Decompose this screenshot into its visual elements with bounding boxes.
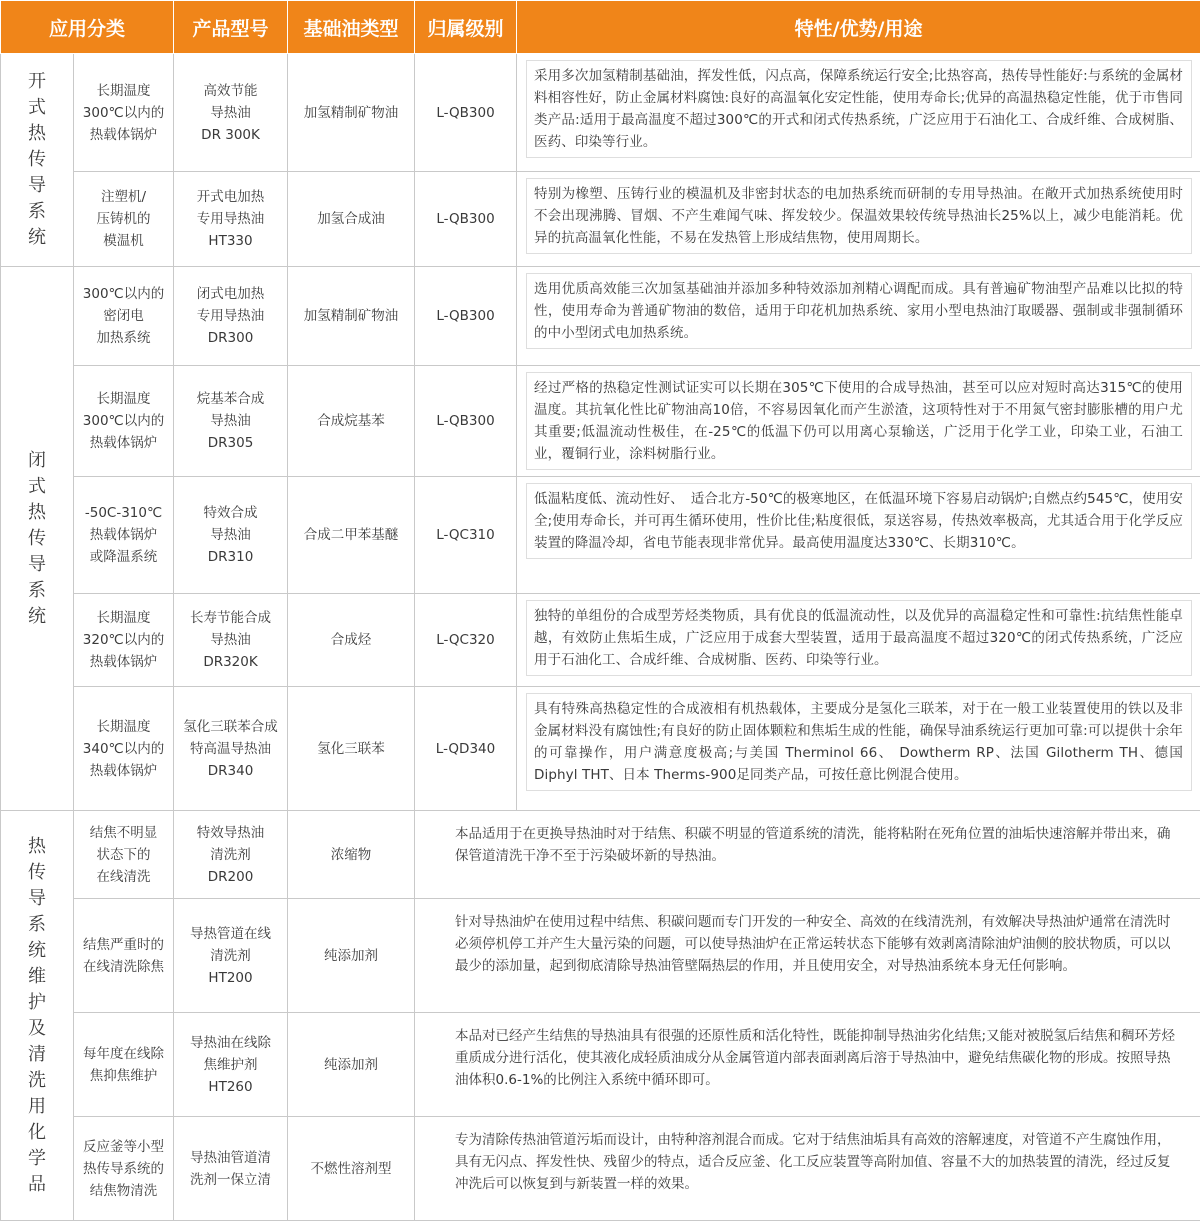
- description-cell: [517, 687, 1200, 811]
- header-grade: 归属级别: [415, 1, 517, 54]
- description-text: 具有特殊高热稳定性的合成液相有机热载体，主要成分是氢化三联苯，对于在一般工业装置使用的铁以及非金属材料没有腐蚀性;有良好的防止固体颗粒和焦垢生成的性能，确保导油系统运行更加可靠:可以提供十余年的可靠操作，用户满意度极高;与美国 Therminol 66、 Dowtherm RP、法国 Gilotherm TH、德国 Diphyl THT、日本 Therms-900足同类产品，可按任意比例混合使用。: [526, 693, 1192, 791]
- base-oil-cell: 氢化三联苯: [288, 687, 415, 811]
- category-maintenance-chemicals: 热传导系统维护及清洗用化学品: [1, 811, 74, 1221]
- application-cell: 长期温度 340℃以内的 热载体锅炉: [74, 687, 174, 811]
- product-cell: 导热油管道清 洗剂一保立清: [174, 1117, 288, 1221]
- base-oil-cell: 合成烷基苯: [288, 366, 415, 477]
- product-cell: 导热管道在线 清洗剂 HT200: [174, 899, 288, 1013]
- table-row: [1, 477, 1200, 594]
- grade-cell: L-QC310: [415, 477, 517, 594]
- base-oil-cell: 合成二甲苯基醚: [288, 477, 415, 594]
- header-features: 特性/优势/用途: [517, 1, 1200, 54]
- category-open-system: 开式热传导系统: [1, 54, 74, 267]
- table-row: [1, 172, 1200, 267]
- base-oil-cell: 浓缩物: [288, 811, 415, 899]
- product-cell: 特效导热油 清洗剂 DR200: [174, 811, 288, 899]
- table-row: [1, 1117, 1200, 1221]
- product-cell: 高效节能 导热油 DR 300K: [174, 54, 288, 172]
- application-cell: 长期温度 320℃以内的 热载体锅炉: [74, 594, 174, 687]
- description-cell: 本品适用于在更换导热油时对于结焦、积碳不明显的管道系统的清洗，能将粘附在死角位置的油垢快速溶解并带出来，确保管道清洗干净不至于污染破坏新的导热油。: [415, 811, 1200, 899]
- category-closed-system: 闭式热传导系统: [1, 267, 74, 811]
- base-oil-cell: 合成烃: [288, 594, 415, 687]
- table-row: [1, 687, 1200, 811]
- product-cell: 开式电加热 专用导热油 HT330: [174, 172, 288, 267]
- description-cell: [517, 172, 1200, 267]
- description-text: 低温粘度低、流动性好、 适合北方-50℃的极寒地区，在低温环境下容易启动锅炉;自燃点约545℃，使用安全;使用寿命长，并可再生循环使用，性价比佳;粘度很低，泵送容易，传热效率极高，尤其适合用于化学反应装置的降温冷却，省电节能表现非常优异。最高使用温度达330℃、长期310℃。: [526, 483, 1192, 559]
- grade-cell: L-QB300: [415, 172, 517, 267]
- table-row: [1, 594, 1200, 687]
- description-text: 选用优质高效能三次加氢基础油并添加多种特效添加剂精心调配而成。具有普遍矿物油型产品难以比拟的特性，使用寿命为普通矿物油的数倍，适用于印花机加热系统、家用小型电热油汀取暖器、强制或非强制循环的中小型闭式电加热系统。: [526, 273, 1192, 349]
- description-cell: [517, 267, 1200, 366]
- header-application: 应用分类: [1, 1, 174, 54]
- grade-cell: L-QD340: [415, 687, 517, 811]
- header-base-oil: 基础油类型: [288, 1, 415, 54]
- grade-cell: L-QB300: [415, 366, 517, 477]
- base-oil-cell: 加氢精制矿物油: [288, 54, 415, 172]
- table-row: [1, 1013, 1200, 1117]
- description-cell: [517, 477, 1200, 594]
- product-cell: 烷基苯合成 导热油 DR305: [174, 366, 288, 477]
- base-oil-cell: 纯添加剂: [288, 899, 415, 1013]
- description-cell: [517, 366, 1200, 477]
- product-cell: 导热油在线除 焦维护剂 HT260: [174, 1013, 288, 1117]
- description-cell: [517, 594, 1200, 687]
- application-cell: 长期温度 300℃以内的 热载体锅炉: [74, 54, 174, 172]
- description-cell: 本品对已经产生结焦的导热油具有很强的还原性质和活化特性，既能抑制导热油劣化结焦;又能对被脱氢后结焦和稠环芳烃重质成分进行活化，使其液化成轻质油成分从金属管道内部表面剥离后溶于导热油中，避免结焦碳化物的形成。按照导热油体积0.6-1%的比例注入系统中循环即可。: [415, 1013, 1200, 1117]
- application-cell: 每年度在线除 焦抑焦维护: [74, 1013, 174, 1117]
- product-cell: 特效合成 导热油 DR310: [174, 477, 288, 594]
- product-cell: 闭式电加热 专用导热油 DR300: [174, 267, 288, 366]
- base-oil-cell: 不燃性溶剂型: [288, 1117, 415, 1221]
- application-cell: 300℃以内的 密闭电 加热系统: [74, 267, 174, 366]
- application-cell: 注塑机/ 压铸机的 模温机: [74, 172, 174, 267]
- table-row: [1, 366, 1200, 477]
- grade-cell: L-QB300: [415, 54, 517, 172]
- description-text: 经过严格的热稳定性测试证实可以长期在305℃下使用的合成导热油，甚至可以应对短时高达315℃的使用温度。其抗氧化性比矿物油高10倍，不容易因氧化而产生淤渣，这项特性对于不用氮气密封膨胀槽的用户尤其重要;低温流动性极佳，在-25℃的低温下仍可以用离心泵输送，广泛用于化学工业，印染工业，石油工业，覆铜行业，涂料树脂行业。: [526, 372, 1192, 470]
- description-text: 特别为橡塑、压铸行业的模温机及非密封状态的电加热系统而研制的专用导热油。在敞开式加热系统使用时不会出现沸腾、冒烟、不产生难闻气味、挥发较少。保温效果较传统导热油长25%以上，减少电能消耗。优异的抗高温氧化性能，不易在发热管上形成结焦物，使用周期长。: [526, 178, 1192, 254]
- base-oil-cell: 加氢合成油: [288, 172, 415, 267]
- grade-cell: L-QC320: [415, 594, 517, 687]
- table-row: [1, 267, 1200, 366]
- application-cell: 结焦严重时的 在线清洗除焦: [74, 899, 174, 1013]
- base-oil-cell: 纯添加剂: [288, 1013, 415, 1117]
- application-cell: 长期温度 300℃以内的 热载体锅炉: [74, 366, 174, 477]
- application-cell: 反应釜等小型 热传导系统的 结焦物清洗: [74, 1117, 174, 1221]
- table-header-row: [1, 1, 1200, 54]
- application-cell: -50C-310℃ 热载体锅炉 或降温系统: [74, 477, 174, 594]
- grade-cell: L-QB300: [415, 267, 517, 366]
- product-cell: 氢化三联苯合成 特高温导热油 DR340: [174, 687, 288, 811]
- table-row: [1, 811, 1200, 899]
- product-cell: 长寿节能合成 导热油 DR320K: [174, 594, 288, 687]
- description-cell: 针对导热油炉在使用过程中结焦、积碳问题而专门开发的一种安全、高效的在线清洗剂，有效解决导热油炉通常在清洗时必须停机停工并产生大量污染的问题，可以使导热油炉在正常运转状态下能够有效剥离清除油炉油侧的胶状物质，可以以最少的添加量，起到彻底清除导热油管壁隔热层的作用，并且使用安全，对导热油系统本身无任何影响。: [415, 899, 1200, 1013]
- description-text: 采用多次加氢精制基础油，挥发性低，闪点高，保障系统运行安全;比热容高，热传导性能好:与系统的金属材料相容性好，防止金属材料腐蚀:良好的高温氧化安定性能，使用寿命长;优异的高温热稳定性能，优于市售同类产品:适用于最高温度不超过300℃的开式和闭式传热系统，广泛应用于石油化工、合成纤维、合成树脂、医药、印染等行业。: [526, 60, 1192, 158]
- table-row: [1, 899, 1200, 1013]
- description-cell: [517, 54, 1200, 172]
- header-product: 产品型号: [174, 1, 288, 54]
- description-cell: 专为清除传热油管道污垢而设计，由特种溶剂混合而成。它对于结焦油垢具有高效的溶解速度，对管道不产生腐蚀作用，具有无闪点、挥发性快、残留少的特点，适合反应釜、化工反应装置等高附加值、容量不大的加热装置的清洗，经过反复冲洗后可以恢复到与新装置一样的效果。: [415, 1117, 1200, 1221]
- table-row: [1, 54, 1200, 172]
- description-text: 独特的单组份的合成型芳烃类物质，具有优良的低温流动性，以及优异的高温稳定性和可靠性:抗结焦性能卓越，有效防止焦垢生成，广泛应用于成套大型装置，适用于最高温度不超过320℃的闭式传热系统，广泛应用于石油化工、合成纤维、合成树脂、医药、印染等行业。: [526, 600, 1192, 676]
- application-cell: 结焦不明显 状态下的 在线清洗: [74, 811, 174, 899]
- base-oil-cell: 加氢精制矿物油: [288, 267, 415, 366]
